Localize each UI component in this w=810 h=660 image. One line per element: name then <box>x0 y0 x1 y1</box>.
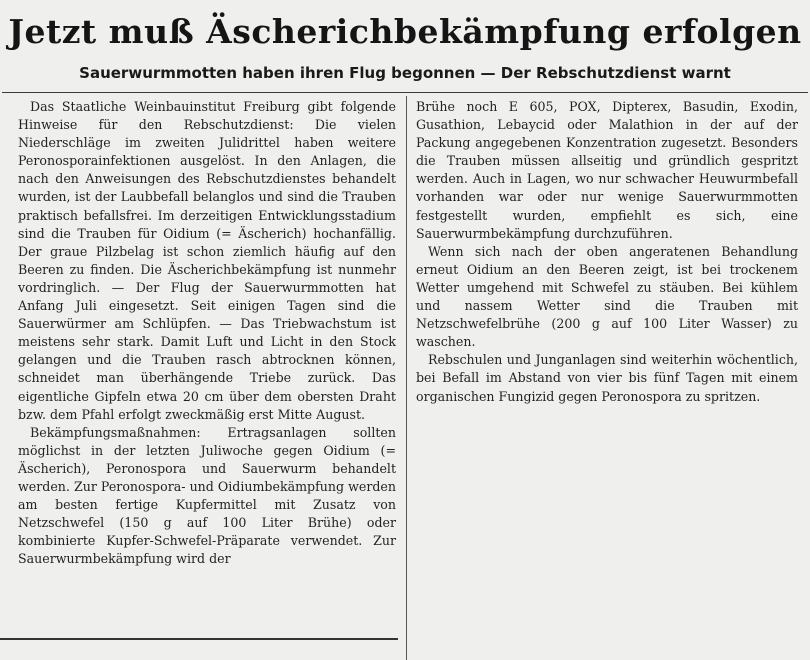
paragraph: Wenn sich nach der oben angeratenen Behandlung erneut Oidium an den Beeren zeigt, ist bei trockenem Wetter umgehend mit Schwefel zu stäuben. Bei kühlem und nassem Wetter sind die Trauben mit Netzschwefelbrühe (200 g auf 100 Liter Wasser) zu waschen. <box>416 243 798 350</box>
paragraph: Brühe noch E 605, POX, Dipterex, Basudin, Exodin, Gusathion, Lebaycid oder Malathion in der auf der Packung angegebenen Konzentration zugesetzt. Besonders die Trauben müssen allseitig und gründlich gespritzt werden. Auch in Lagen, wo nur schwacher Heuwurmbefall vorhanden war oder nur wenige Sauerwurmmotten festgestellt wurden, empfiehlt es sich, eine Sauerwurmbekämpfung durchzuführen. <box>416 99 798 241</box>
paragraph: Das Staatliche Weinbauinstitut Freiburg gibt folgende Hinweise für den Rebschutzdienst: Die vielen Niederschläge im zweiten Julidrittel haben weitere Peronosporainfektionen ausgelöst. In den Anlagen, die nach den Anweisungen des Rebschutzdienstes behandelt wurden, ist der Laubbefall belanglos und sind die Trauben praktisch befallsfrei. Im derzeitigen Entwicklungsstadium sind die Trauben für Oidium (= Äscherich) hochanfällig. Der graue Pilzbelag ist schon ziemlich häufig auf den Beeren zu finden. Die Äscherichbekämpfung ist nunmehr vordringlich. — Der Flug der Sauerwurmmotten hat Anfang Juli eingesetzt. Seit einigen Tagen sind die Sauerwürmer am Schlüpfen. — Das Triebwachstum ist meistens sehr stark. Damit Luft und Licht in den Stock gelangen und die Trauben rasch abtrocknen können, schneidet man überhängende Triebe zurück. Das eigentliche Gipfeln etwa 20 cm über dem obersten Draht bzw. dem Pfahl erfolgt zweckmäßig erst Mitte August. <box>18 99 396 422</box>
subheadline: Sauerwurmmotten haben ihren Flug begonnen — Der Rebschutzdienst warnt <box>79 64 731 82</box>
right-column <box>416 98 798 406</box>
column-divider <box>406 96 407 660</box>
top-rule <box>2 92 808 93</box>
paragraph: Bekämpfungsmaßnahmen: Ertragsanlagen sollten möglichst in der letzten Juliwoche gegen Oidium (= Äscherich), Peronospora und Sauerwurm behandelt werden. Zur Peronospora- und Oidiumbekämpfung werden am besten fertige Kupfermittel mit Zusatz von Netzschwefel (150 g auf 100 Liter Brühe) oder kombinierte Kupfer-Schwefel-Präparate verwendet. Zur Sauerwurmbekämpfung wird der <box>18 424 396 567</box>
paragraph: Rebschulen und Junganlagen sind weiterhin wöchentlich, bei Befall im Abstand von vier bis fünf Tagen mit einem organischen Fungizid gegen Peronospora zu spritzen. <box>416 352 798 404</box>
bottom-rule <box>0 638 398 640</box>
headline: Jetzt muß Äscherichbekämpfung erfolgen <box>8 12 802 51</box>
left-column <box>18 98 396 568</box>
